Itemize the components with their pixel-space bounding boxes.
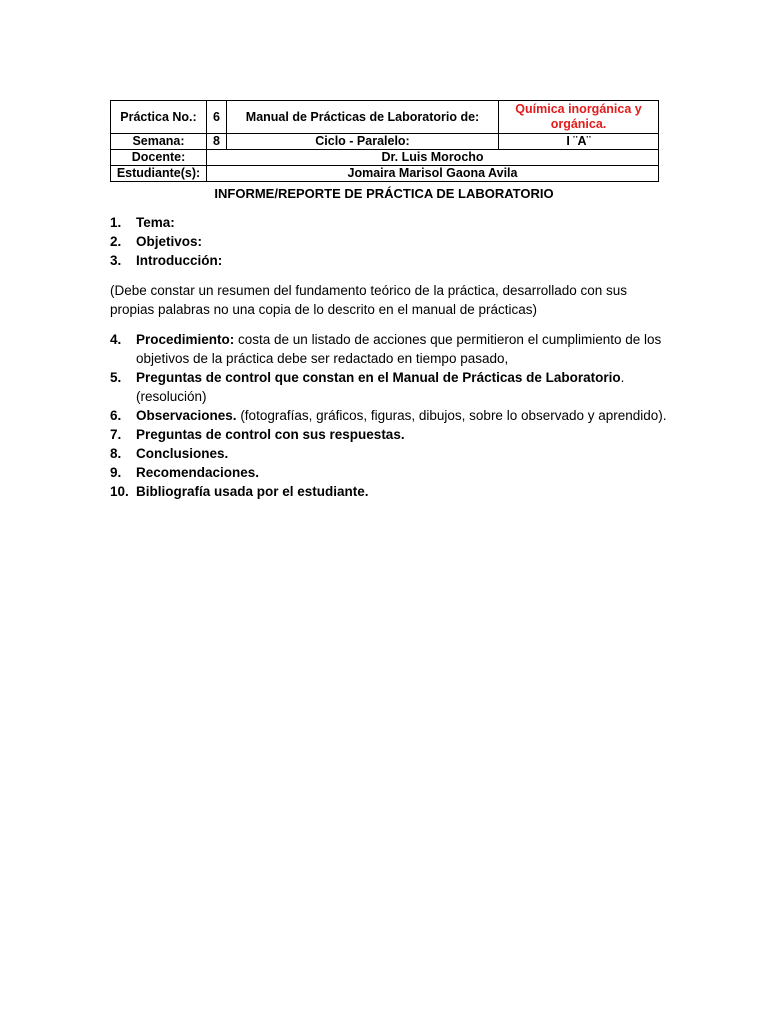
manual-title: Manual de Prácticas de Laboratorio de: <box>227 101 499 134</box>
item-heading: Recomendaciones. <box>136 465 260 480</box>
list-item <box>110 232 670 251</box>
practice-info-table <box>110 100 659 182</box>
list-item <box>110 482 670 501</box>
item-heading: Preguntas de control con sus respuestas. <box>136 427 405 442</box>
item-heading: Observaciones. <box>136 408 237 423</box>
item-heading: Conclusiones. <box>136 446 229 461</box>
list-item <box>110 406 670 425</box>
item-number: 4. <box>110 332 122 347</box>
semana-value: 8 <box>207 134 227 150</box>
list-item <box>110 213 670 232</box>
list-item <box>110 368 670 406</box>
item-heading: Preguntas de control que constan en el Manual de Prácticas de Laboratorio <box>136 370 621 385</box>
report-items-list-a <box>110 213 670 270</box>
list-item <box>110 463 670 482</box>
item-number: 6. <box>110 408 122 423</box>
practica-label: Práctica No.: <box>111 101 207 134</box>
item-number: 9. <box>110 465 122 480</box>
item-number: 8. <box>110 446 122 461</box>
list-item <box>110 330 670 368</box>
item-number: 10. <box>110 484 129 499</box>
list-item <box>110 425 670 444</box>
item-number: 2. <box>110 234 122 249</box>
subject-name: Química inorgánica y orgánica. <box>499 101 659 134</box>
ciclo-value: I ¨A¨ <box>499 134 659 150</box>
item-heading: Bibliografía usada por el estudiante. <box>136 484 369 499</box>
item-text: costa de un listado de acciones que permitieron el cumplimiento de los objetivos de la práctica debe ser redactado en tiempo pasado, <box>136 332 662 366</box>
item-heading: Objetivos: <box>136 234 203 249</box>
table-row <box>111 101 659 134</box>
estudiante-value: Jomaira Marisol Gaona Avila <box>207 166 659 182</box>
intro-note: (Debe constar un resumen del fundamento teórico de la práctica, desarrollado con sus propias palabras no una copia de lo descrito en el manual de prácticas) <box>110 283 628 317</box>
docente-value: Dr. Luis Morocho <box>207 150 659 166</box>
table-row <box>111 166 659 182</box>
item-text: . (resolución) <box>136 370 625 404</box>
report-title: INFORME/REPORTE DE PRÁCTICA DE LABORATORIO <box>214 186 554 201</box>
table-row <box>111 150 659 166</box>
item-number: 5. <box>110 370 122 385</box>
item-heading: Introducción: <box>136 253 223 268</box>
practica-value: 6 <box>207 101 227 134</box>
item-heading: Tema: <box>136 215 175 230</box>
estudiante-label: Estudiante(s): <box>111 166 207 182</box>
item-text: (fotografías, gráficos, figuras, dibujos, sobre lo observado y aprendido). <box>236 408 667 423</box>
list-item <box>110 444 670 463</box>
item-number: 7. <box>110 427 122 442</box>
item-heading: Procedimiento: <box>136 332 235 347</box>
docente-label: Docente: <box>111 150 207 166</box>
table-row <box>111 134 659 150</box>
item-number: 1. <box>110 215 122 230</box>
semana-label: Semana: <box>111 134 207 150</box>
list-item <box>110 251 670 270</box>
item-number: 3. <box>110 253 122 268</box>
ciclo-label: Ciclo - Paralelo: <box>227 134 499 150</box>
report-items-list-b <box>110 330 670 501</box>
